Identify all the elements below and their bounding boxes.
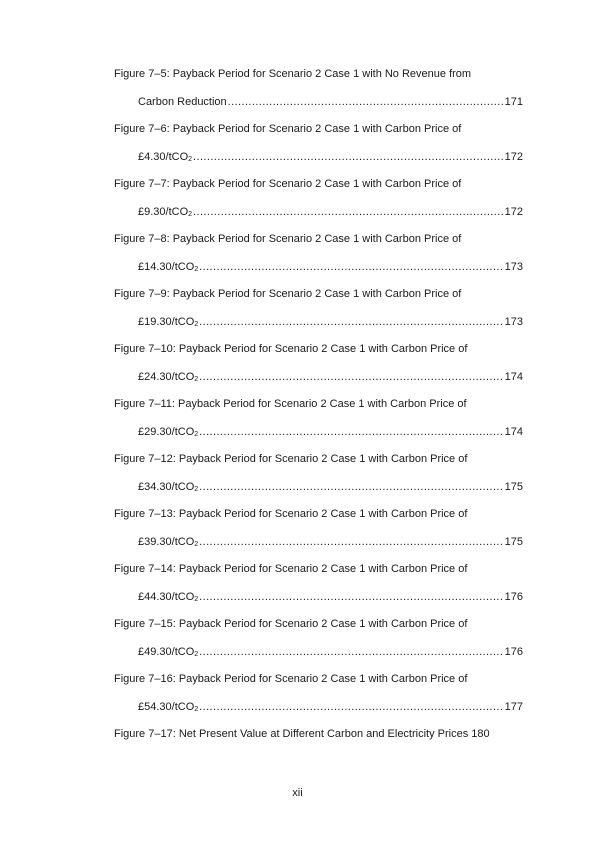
toc-entry-title-line2[interactable] (114, 260, 523, 274)
toc-entry-title-text: £4.30/tCO (138, 150, 189, 163)
toc-entry-title-text: £49.30/tCO (138, 645, 195, 658)
subscript: 2 (194, 265, 199, 273)
toc-entry-title-line2[interactable] (114, 590, 523, 604)
dot-leader (199, 480, 503, 494)
toc-entry-title-line1[interactable]: Figure 7–5: Payback Period for Scenario 2 Case 1 with No Revenue from (114, 68, 472, 80)
toc-entry-page-number: 175 (504, 535, 523, 548)
toc-entry-title-continuation (138, 370, 198, 384)
toc-entry-title-text: £24.30/tCO (138, 370, 195, 383)
toc-entry-title-continuation (138, 645, 198, 659)
toc-entry-title-line1[interactable]: Figure 7–9: Payback Period for Scenario 2 Case 1 with Carbon Price of (114, 288, 462, 300)
toc-entry-page-number: 175 (504, 480, 523, 493)
toc-entry-page-number: 173 (504, 315, 523, 328)
toc-entry-page-number: 180 (471, 728, 490, 740)
page-number-footer: xii (292, 787, 303, 799)
toc-entry-title-line2[interactable] (114, 315, 523, 329)
toc-entry[interactable] (114, 727, 523, 741)
toc-entry-title-text: £19.30/tCO (138, 315, 195, 328)
dot-leader (228, 95, 504, 109)
subscript: 2 (194, 595, 199, 603)
toc-entry-title-line2[interactable] (114, 150, 523, 164)
toc-entry-title-text: £34.30/tCO (138, 480, 195, 493)
subscript: 2 (194, 705, 199, 713)
toc-entry-title-text: £54.30/tCO (138, 700, 195, 713)
toc-entry-title-continuation (138, 700, 198, 714)
toc-entry-page-number: 174 (504, 425, 523, 438)
toc-entry-page-number: 177 (504, 700, 523, 713)
toc-entry-title-continuation (138, 535, 198, 549)
toc-entry-title-continuation (138, 480, 198, 494)
subscript: 2 (194, 430, 199, 438)
toc-entry-title-line1[interactable]: Figure 7–14: Payback Period for Scenario 2 Case 1 with Carbon Price of (114, 563, 468, 575)
toc-entry-title-line1[interactable]: Figure 7–10: Payback Period for Scenario 2 Case 1 with Carbon Price of (114, 343, 468, 355)
dot-leader (199, 315, 503, 329)
toc-entries (114, 67, 523, 714)
toc-entry-title-line2[interactable] (114, 370, 523, 384)
toc-entry-title-line1[interactable]: Figure 7–6: Payback Period for Scenario 2 Case 1 with Carbon Price of (114, 123, 462, 135)
toc-entry-title-line2[interactable] (114, 645, 523, 659)
toc-entry-title-line2[interactable] (114, 480, 523, 494)
dot-leader (193, 205, 504, 219)
toc-entry-page-number: 173 (504, 260, 523, 273)
toc-entry-title-line1[interactable]: Figure 7–11: Payback Period for Scenario 2 Case 1 with Carbon Price of (114, 398, 467, 410)
dot-leader (199, 590, 503, 604)
toc-entry-title-continuation (138, 150, 192, 164)
toc-entry-title-line1[interactable]: Figure 7–15: Payback Period for Scenario 2 Case 1 with Carbon Price of (114, 618, 468, 630)
toc-entry-title-line1[interactable]: Figure 7–8: Payback Period for Scenario 2 Case 1 with Carbon Price of (114, 233, 462, 245)
toc-entry-title-continuation (138, 205, 192, 219)
toc-entry-title-text: £29.30/tCO (138, 425, 195, 438)
dot-leader (193, 150, 504, 164)
list-of-figures (114, 67, 523, 741)
dot-leader (199, 645, 503, 659)
toc-entry-title-line2[interactable] (114, 535, 523, 549)
subscript: 2 (194, 485, 199, 493)
toc-entry-title-line2[interactable] (114, 700, 523, 714)
toc-entry-page-number: 176 (504, 590, 523, 603)
toc-entry-page-number: 171 (504, 95, 523, 108)
toc-entry-title-continuation (138, 95, 227, 109)
toc-entry-title: Figure 7–17: Net Present Value at Different Carbon and Electricity Prices (114, 728, 469, 740)
subscript: 2 (194, 375, 199, 383)
toc-entry-page-number: 172 (504, 205, 523, 218)
dot-leader (199, 535, 503, 549)
dot-leader (199, 260, 503, 274)
subscript: 2 (188, 210, 193, 218)
dot-leader (199, 370, 503, 384)
toc-entry-title-continuation (138, 315, 198, 329)
toc-entry-title-line1[interactable]: Figure 7–13: Payback Period for Scenario 2 Case 1 with Carbon Price of (114, 508, 468, 520)
toc-entry-title-text: Carbon Reduction (138, 95, 227, 108)
toc-entry-title-line1[interactable]: Figure 7–16: Payback Period for Scenario 2 Case 1 with Carbon Price of (114, 673, 468, 685)
toc-entry-page-number: 176 (504, 645, 523, 658)
toc-entry-title-text: £39.30/tCO (138, 535, 195, 548)
dot-leader (199, 425, 503, 439)
toc-entry-title-continuation (138, 260, 198, 274)
toc-entry-page-number: 174 (504, 370, 523, 383)
subscript: 2 (194, 320, 199, 328)
toc-entry-title-continuation (138, 590, 198, 604)
toc-entry-title-line2[interactable] (114, 425, 523, 439)
toc-entry-title-line2[interactable] (114, 95, 523, 109)
dot-leader (199, 700, 503, 714)
toc-entry-title-line2[interactable] (114, 205, 523, 219)
toc-entry-page-number: 172 (504, 150, 523, 163)
subscript: 2 (188, 155, 193, 163)
toc-entry-title-text: £44.30/tCO (138, 590, 195, 603)
subscript: 2 (194, 650, 199, 658)
toc-entry-title-line1[interactable]: Figure 7–7: Payback Period for Scenario 2 Case 1 with Carbon Price of (114, 178, 462, 190)
toc-entry-title-continuation (138, 425, 198, 439)
toc-entry-title-text: £14.30/tCO (138, 260, 195, 273)
subscript: 2 (194, 540, 199, 548)
toc-entry-title-text: £9.30/tCO (138, 205, 189, 218)
toc-entry-title-line1[interactable]: Figure 7–12: Payback Period for Scenario 2 Case 1 with Carbon Price of (114, 453, 468, 465)
